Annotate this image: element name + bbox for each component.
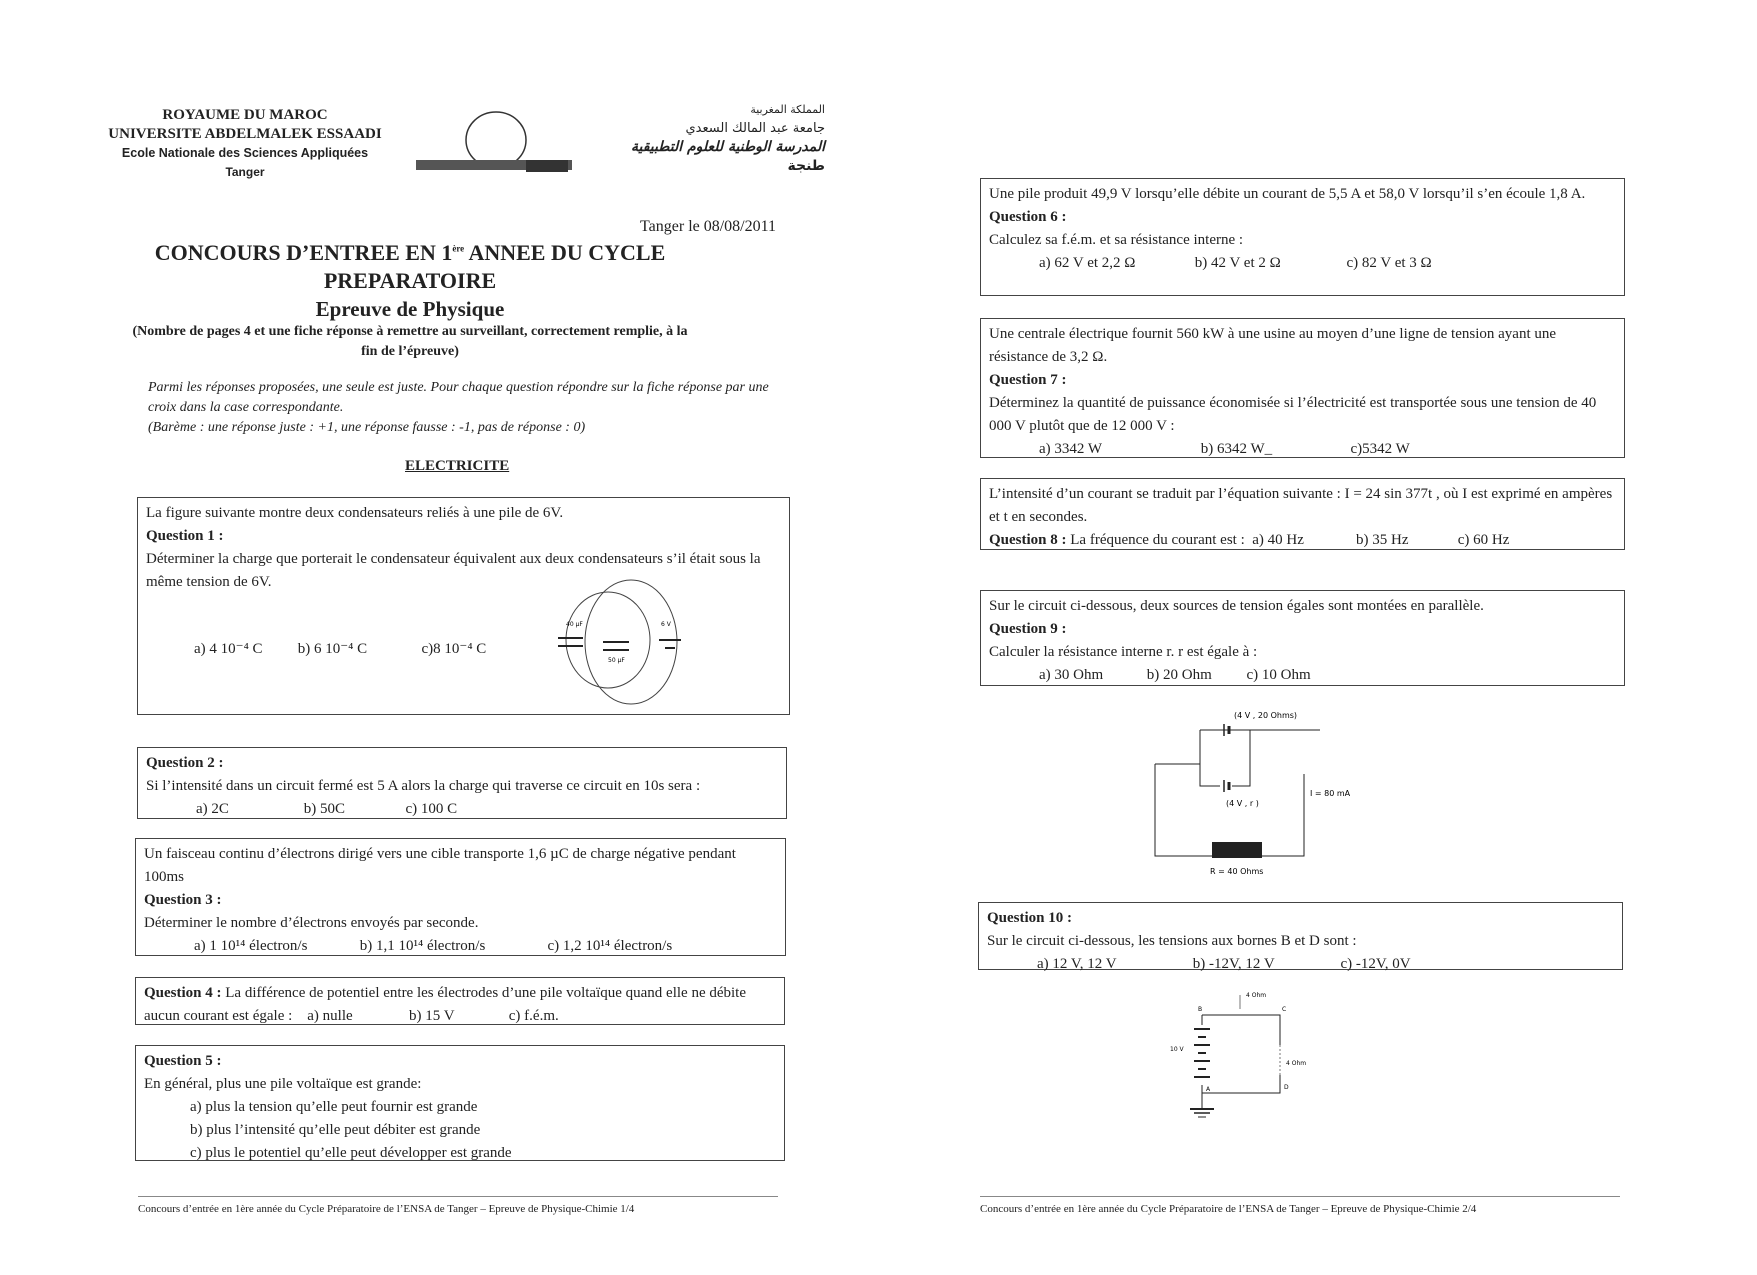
question-7-box bbox=[980, 318, 1625, 458]
fig-v-label: 6 V bbox=[661, 621, 671, 628]
q4-label: Question 4 : bbox=[144, 985, 222, 1001]
ensa-logo bbox=[408, 100, 578, 182]
q7-intro: Une centrale électrique fournit 560 kW à une usine au moyen d’une ligne de tension ayant une résistance de 3,2 Ω. bbox=[989, 326, 1557, 365]
q10-option-b[interactable]: b) -12V, 12 V bbox=[1192, 956, 1275, 972]
q4-option-c[interactable]: c) f.é.m. bbox=[508, 1008, 559, 1024]
fig-source2-label: (4 V , r ) bbox=[1226, 799, 1259, 808]
q8-option-c[interactable]: c) 60 Hz bbox=[1457, 532, 1510, 548]
q5-option-a[interactable]: a) plus la tension qu’elle peut fournir est grande bbox=[190, 1099, 478, 1115]
q5-option-b[interactable]: b) plus l’intensité qu’elle peut débiter est grande bbox=[190, 1122, 481, 1138]
page-count-note: (Nombre de pages 4 et une fiche réponse à remettre au surveillant, correctement remplie, à la fin de l’épreuve) bbox=[132, 324, 688, 359]
q7-option-b[interactable]: b) 6342 W_ bbox=[1200, 441, 1273, 457]
instructions bbox=[148, 378, 788, 438]
q7-text: Déterminez la quantité de puissance économisée si l’électricité est transportée sous une tension de 40 000 V plutôt que de 12 000 V : bbox=[989, 395, 1597, 434]
exam-date: Tanger le 08/08/2011 bbox=[640, 218, 777, 235]
fig-source1-label: (4 V , 20 Ohms) bbox=[1234, 711, 1298, 720]
question-1-box bbox=[137, 497, 790, 715]
q2-option-b[interactable]: b) 50C bbox=[303, 801, 345, 817]
q7-options bbox=[989, 438, 1616, 461]
q5-option-c[interactable]: c) plus le potentiel qu’elle peut développer est grande bbox=[190, 1145, 512, 1161]
fig-node-a: A bbox=[1206, 1086, 1211, 1093]
question-5-box bbox=[135, 1045, 785, 1161]
question-3-box bbox=[135, 838, 786, 956]
parallel-sources-circuit-figure bbox=[1140, 706, 1351, 886]
q9-intro: Sur le circuit ci-dessous, deux sources de tension égales sont montées en parallèle. bbox=[989, 598, 1484, 614]
q1-option-a[interactable]: a) 4 10⁻⁴ C bbox=[194, 641, 263, 657]
question-9-box bbox=[980, 590, 1625, 686]
footer-page-1: Concours d’entrée en 1ère année du Cycle Préparatoire de l’ENSA de Tanger – Epreuve de Physique-Chimie 1/4 bbox=[138, 1196, 778, 1215]
q4-text: La différence de potentiel entre les électrodes d’une pile voltaïque quand elle ne débite aucun courant est égale : bbox=[144, 985, 747, 1024]
q6-options bbox=[989, 252, 1616, 275]
q3-option-a[interactable]: a) 1 10¹⁴ électron/s bbox=[194, 938, 308, 954]
q6-intro: Une pile produit 49,9 V lorsqu’elle débite un courant de 5,5 A et 58,0 V lorsqu’il s’en écoule 1,8 A. bbox=[989, 186, 1586, 202]
grading-scheme: (Barème : une réponse juste : +1, une réponse fausse : -1, pas de réponse : 0) bbox=[148, 420, 586, 435]
q1-option-b[interactable]: b) 6 10⁻⁴ C bbox=[297, 641, 368, 657]
q1-text: Déterminer la charge que porterait le condensateur équivalent aux deux condensateurs s’il était sous la même tension de 6V. bbox=[146, 551, 761, 590]
q9-label: Question 9 : bbox=[989, 621, 1067, 637]
q10-options bbox=[987, 953, 1614, 976]
q7-label: Question 7 : bbox=[989, 372, 1067, 388]
q1-option-c[interactable]: c)8 10⁻⁴ C bbox=[421, 641, 487, 657]
q2-options bbox=[146, 798, 778, 821]
q10-label: Question 10 : bbox=[987, 910, 1073, 926]
city-label: Tanger bbox=[225, 165, 265, 179]
university-label: UNIVERSITE ABDELMALEK ESSAADI bbox=[108, 126, 382, 142]
capacitor-circuit-figure bbox=[553, 570, 693, 710]
q2-option-a[interactable]: a) 2C bbox=[196, 801, 229, 817]
ar-school: المدرسة الوطنية للعلوم التطبيقية bbox=[630, 139, 825, 155]
q3-text: Déterminer le nombre d’électrons envoyés par seconde. bbox=[144, 915, 479, 931]
subject-title: Epreuve de Physique bbox=[315, 297, 505, 321]
q8-intro: L’intensité d’un courant se traduit par l’équation suivante : I = 24 sin 377t , où I est exprimé en ampères et t en secondes. bbox=[989, 486, 1613, 525]
q6-option-a[interactable]: a) 62 V et 2,2 Ω bbox=[1039, 255, 1136, 271]
q3-option-c[interactable]: c) 1,2 10¹⁴ électron/s bbox=[547, 938, 673, 954]
question-8-box bbox=[980, 478, 1625, 550]
q1-intro: La figure suivante montre deux condensateurs reliés à une pile de 6V. bbox=[146, 505, 564, 521]
ar-kingdom: المملكة المغربية bbox=[750, 103, 825, 116]
q3-label: Question 3 : bbox=[144, 892, 222, 908]
title-line2: PREPARATOIRE bbox=[323, 268, 497, 293]
ar-university: جامعة عبد المالك السعدي bbox=[685, 121, 825, 136]
ar-city: طنجة bbox=[787, 158, 825, 174]
question-10-box bbox=[978, 902, 1623, 970]
q10-option-c[interactable]: c) -12V, 0V bbox=[1340, 956, 1411, 972]
q9-options bbox=[989, 664, 1616, 687]
fig-battery-label: 10 V bbox=[1170, 1046, 1184, 1053]
fig-current-label: I = 80 mA bbox=[1310, 789, 1351, 798]
q8-option-a[interactable]: a) 40 Hz bbox=[1252, 532, 1304, 548]
q6-option-b[interactable]: b) 42 V et 2 Ω bbox=[1194, 255, 1281, 271]
fig-r2-label: 4 Ohm bbox=[1286, 1060, 1307, 1067]
fig-node-d: D bbox=[1284, 1084, 1289, 1091]
q6-option-c[interactable]: c) 82 V et 3 Ω bbox=[1346, 255, 1432, 271]
q1-label: Question 1 : bbox=[146, 528, 224, 544]
header-arabic bbox=[610, 100, 825, 176]
question-2-box bbox=[137, 747, 787, 819]
fig-c2-label: 50 µF bbox=[608, 657, 625, 664]
q4-option-b[interactable]: b) 15 V bbox=[409, 1008, 455, 1024]
q9-text: Calculer la résistance interne r. r est égale à : bbox=[989, 644, 1258, 660]
q2-text: Si l’intensité dans un circuit fermé est 5 A alors la charge qui traverse ce circuit en 10s sera : bbox=[146, 778, 701, 794]
question-6-box bbox=[980, 178, 1625, 296]
q1-options bbox=[194, 638, 486, 661]
q8-text: La fréquence du courant est : bbox=[1070, 532, 1245, 548]
question-4-box bbox=[135, 977, 785, 1025]
q8-option-b[interactable]: b) 35 Hz bbox=[1356, 532, 1409, 548]
q9-option-b[interactable]: b) 20 Ohm bbox=[1146, 667, 1212, 683]
fig-resistor-label: R = 40 Ohms bbox=[1210, 867, 1264, 876]
q5-text: En général, plus une pile voltaïque est grande: bbox=[144, 1076, 422, 1092]
q8-row bbox=[989, 529, 1616, 552]
fig-node-c: C bbox=[1282, 1006, 1287, 1013]
title-line1: CONCOURS D’ENTREE EN 1ère ANNEE DU CYCLE bbox=[154, 240, 666, 265]
q4-option-a[interactable]: a) nulle bbox=[307, 1008, 353, 1024]
fig-node-b: B bbox=[1198, 1006, 1203, 1013]
q2-label: Question 2 : bbox=[146, 755, 224, 771]
q9-option-a[interactable]: a) 30 Ohm bbox=[1039, 667, 1104, 683]
q3-intro: Un faisceau continu d’électrons dirigé vers une cible transporte 1,6 µC de charge négative pendant 100ms bbox=[144, 846, 736, 885]
q5-options bbox=[144, 1096, 776, 1165]
footer-page-2: Concours d’entrée en 1ère année du Cycle Préparatoire de l’ENSA de Tanger – Epreuve de Physique-Chimie 2/4 bbox=[980, 1196, 1620, 1215]
q6-label: Question 6 : bbox=[989, 209, 1067, 225]
q9-option-c[interactable]: c) 10 Ohm bbox=[1246, 667, 1311, 683]
q7-option-a[interactable]: a) 3342 W bbox=[1039, 441, 1103, 457]
q2-option-c[interactable]: c) 100 C bbox=[405, 801, 458, 817]
fig-c1-label: 40 µF bbox=[566, 621, 583, 628]
q8-label: Question 8 : bbox=[989, 532, 1067, 548]
q10-text: Sur le circuit ci-dessous, les tensions aux bornes B et D sont : bbox=[987, 933, 1357, 949]
kingdom-label: ROYAUME DU MAROC bbox=[162, 107, 328, 123]
instructions-line1: Parmi les réponses proposées, une seule est juste. Pour chaque question répondre sur la fiche réponse par une croix dans la case correspondante. bbox=[148, 380, 769, 415]
q7-option-c[interactable]: c)5342 W bbox=[1350, 441, 1410, 457]
school-label: Ecole Nationale des Sciences Appliquées bbox=[121, 146, 369, 160]
q5-label: Question 5 : bbox=[144, 1053, 222, 1069]
fig-r1-label: 4 Ohm bbox=[1246, 992, 1267, 999]
q6-text: Calculez sa f.é.m. et sa résistance interne : bbox=[989, 232, 1244, 248]
q10-option-a[interactable]: a) 12 V, 12 V bbox=[1037, 956, 1117, 972]
header-left bbox=[90, 106, 400, 182]
q3-options bbox=[144, 935, 777, 958]
q4-options bbox=[296, 1008, 559, 1024]
section-title: ELECTRICITE bbox=[405, 458, 510, 474]
q3-option-b[interactable]: b) 1,1 10¹⁴ électron/s bbox=[359, 938, 486, 954]
voltage-terminals-circuit-figure bbox=[1160, 985, 1320, 1125]
